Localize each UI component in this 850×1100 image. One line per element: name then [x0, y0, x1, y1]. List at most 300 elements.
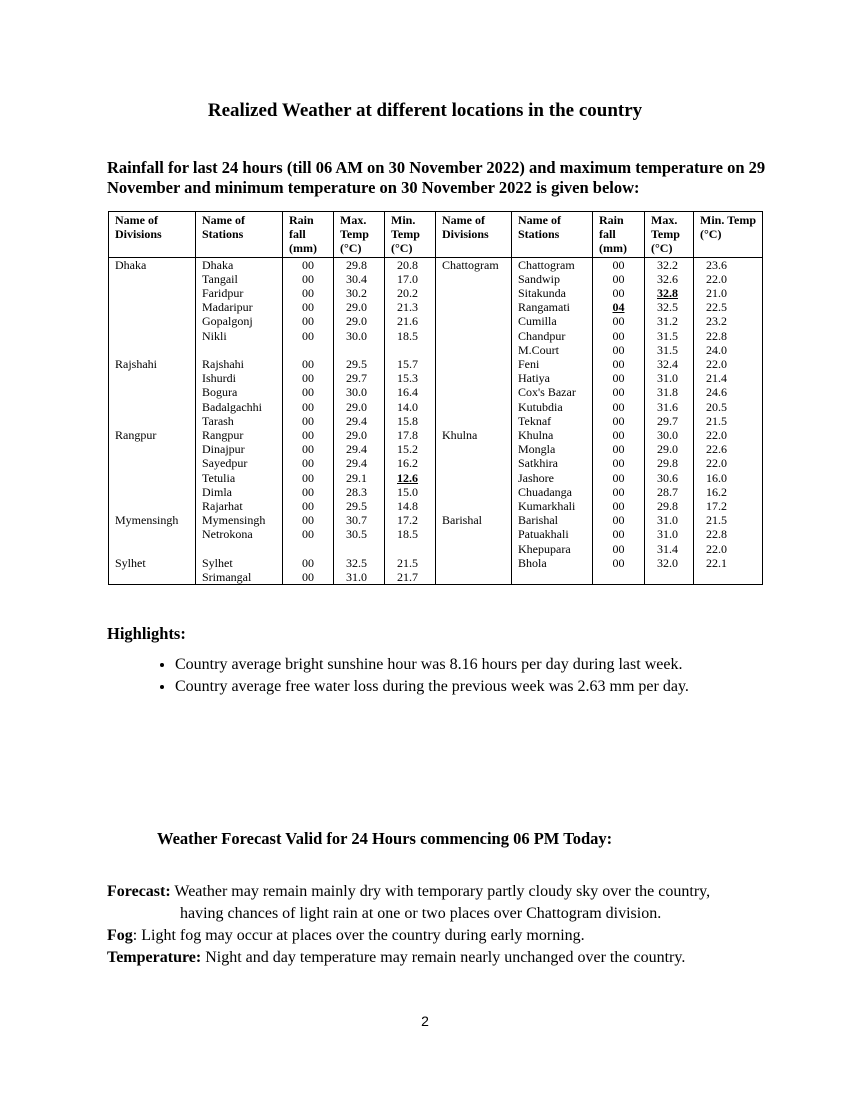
table-cell [334, 257, 385, 272]
table-cell [283, 257, 334, 272]
cell-text: 29.4 [346, 413, 367, 428]
table-cell [109, 542, 196, 556]
table-cell [593, 300, 645, 314]
table-cell [436, 570, 512, 585]
cell-text: 00 [612, 527, 625, 542]
table-cell [334, 527, 385, 541]
table-cell [385, 485, 436, 499]
cell-text: 32.0 [657, 555, 678, 570]
table-cell [283, 570, 334, 585]
cell-text: 00 [612, 555, 625, 570]
table-cell [283, 343, 334, 357]
cell-text: 00 [302, 399, 314, 414]
column-header: Name of Divisions [109, 212, 196, 258]
column-header: Max. Temp (°C) [645, 212, 694, 258]
table-cell [385, 570, 436, 585]
cell-text: 18.5 [397, 527, 418, 542]
cell-text: Badalgachhi [202, 399, 262, 414]
temperature-line [107, 947, 767, 969]
table-cell [512, 329, 593, 343]
cell-text: 18.5 [397, 328, 418, 343]
cell-text: 30.2 [346, 286, 367, 301]
table-cell [334, 371, 385, 385]
table-cell [196, 513, 283, 527]
cell-text: Madaripur [202, 300, 253, 315]
table-cell [109, 570, 196, 585]
list-item: • Country average free water loss during the previous week was 2.63 mm per day. [175, 676, 689, 698]
cell-text: Kumarkhali [518, 499, 576, 514]
table-cell [593, 428, 645, 442]
cell-text: 04 [612, 300, 625, 315]
table-cell [283, 385, 334, 399]
table-cell [109, 513, 196, 527]
table-cell [436, 371, 512, 385]
cell-text: 29.0 [346, 399, 367, 414]
table-cell [645, 442, 694, 456]
cell-text: 20.5 [706, 399, 727, 414]
table-cell [436, 400, 512, 414]
table-cell [283, 499, 334, 513]
table-row [109, 428, 763, 442]
table-cell [283, 556, 334, 570]
table-row [109, 499, 763, 513]
table-cell [645, 414, 694, 428]
cell-text: 29.7 [657, 413, 678, 428]
table-cell [334, 513, 385, 527]
table-cell [645, 257, 694, 272]
table-cell [512, 570, 593, 585]
cell-text: 00 [302, 385, 314, 400]
cell-text: Tarash [202, 413, 234, 428]
cell-text: 29.0 [346, 428, 367, 443]
table-cell [645, 385, 694, 399]
cell-text: Faridpur [202, 286, 244, 301]
table-cell [694, 471, 763, 485]
table-cell [109, 272, 196, 286]
table-cell [196, 456, 283, 470]
cell-text: 00 [302, 499, 314, 514]
cell-text: 30.5 [346, 527, 367, 542]
table-cell [283, 428, 334, 442]
table-cell [196, 499, 283, 513]
cell-text: Rangpur [115, 428, 157, 443]
table-cell [512, 499, 593, 513]
cell-text: Rajshahi [202, 357, 244, 372]
page-number: 2 [421, 1013, 429, 1029]
table-cell [109, 527, 196, 541]
cell-text: Dhaka [115, 257, 147, 272]
table-cell [512, 385, 593, 399]
cell-text: 21.5 [397, 555, 418, 570]
page-title: Realized Weather at different locations in the country [207, 100, 643, 121]
cell-text: Hatiya [518, 371, 550, 386]
table-cell [283, 485, 334, 499]
table-cell [385, 357, 436, 371]
table-cell [436, 556, 512, 570]
cell-text: 00 [612, 271, 625, 286]
table-cell [694, 456, 763, 470]
cell-text: 24.6 [706, 385, 727, 400]
cell-text: 15.8 [397, 413, 418, 428]
table-cell [283, 357, 334, 371]
cell-text: 00 [302, 271, 314, 286]
cell-text: 30.4 [346, 271, 367, 286]
table-cell [334, 400, 385, 414]
cell-text: 30.0 [346, 328, 367, 343]
cell-text: Nikli [202, 328, 227, 343]
table-cell [196, 343, 283, 357]
table-cell [109, 485, 196, 499]
table-row [109, 513, 763, 527]
table-cell [645, 471, 694, 485]
cell-text: 00 [302, 257, 314, 272]
table-row [109, 570, 763, 585]
table-cell [694, 527, 763, 541]
column-header: Min. Temp (°C) [385, 212, 436, 258]
table-cell [512, 286, 593, 300]
table-cell [334, 385, 385, 399]
table-row [109, 485, 763, 499]
table-cell [436, 272, 512, 286]
cell-text: Sylhet [202, 555, 233, 570]
cell-text: 00 [612, 385, 625, 400]
table-row [109, 556, 763, 570]
table-cell [645, 542, 694, 556]
column-header: Name of Stations [512, 212, 593, 258]
cell-text: 00 [612, 399, 625, 414]
table-cell [694, 371, 763, 385]
cell-text: Rajarhat [202, 499, 243, 514]
cell-text: 20.8 [397, 257, 418, 272]
table-cell [109, 428, 196, 442]
table-cell [694, 257, 763, 272]
table-cell [694, 442, 763, 456]
table-cell [645, 300, 694, 314]
table-cell [283, 414, 334, 428]
cell-text: 22.0 [706, 428, 727, 443]
forecast-label: Forecast: [107, 883, 171, 900]
table-cell [645, 570, 694, 585]
cell-text: 00 [612, 428, 625, 443]
table-cell [385, 499, 436, 513]
cell-text: 00 [302, 470, 314, 485]
cell-text: 28.7 [657, 484, 678, 499]
highlights-heading: Highlights: [107, 624, 186, 643]
cell-text: Rangpur [202, 428, 244, 443]
cell-text: Rajshahi [115, 357, 157, 372]
table-cell [694, 300, 763, 314]
table-cell [283, 272, 334, 286]
cell-text: Khulna [442, 428, 478, 443]
cell-text: 00 [612, 328, 625, 343]
cell-text: 00 [302, 371, 314, 386]
cell-text: 12.6 [397, 470, 418, 485]
cell-text: 22.6 [706, 442, 727, 457]
table-cell [334, 570, 385, 585]
table-cell [436, 471, 512, 485]
table-cell [334, 499, 385, 513]
table-cell [512, 471, 593, 485]
table-cell [436, 300, 512, 314]
table-cell [436, 456, 512, 470]
table-cell [694, 314, 763, 328]
table-cell [109, 257, 196, 272]
cell-text: 00 [302, 555, 314, 570]
table-cell [196, 357, 283, 371]
table-row [109, 385, 763, 399]
table-row [109, 414, 763, 428]
cell-text: Mymensingh [115, 513, 179, 528]
table-cell [512, 485, 593, 499]
cell-text: 31.2 [657, 314, 678, 329]
table-cell [109, 442, 196, 456]
table-cell [109, 456, 196, 470]
table-cell [334, 329, 385, 343]
table-cell [436, 385, 512, 399]
cell-text: 29.0 [346, 314, 367, 329]
cell-text: Sitakunda [518, 286, 566, 301]
cell-text: Mymensingh [202, 513, 266, 528]
cell-text: 29.1 [346, 470, 367, 485]
table-cell [593, 542, 645, 556]
cell-text: Netrokona [202, 527, 253, 542]
table-cell [196, 371, 283, 385]
table-row [109, 527, 763, 541]
table-cell [385, 329, 436, 343]
table-cell [196, 300, 283, 314]
table-cell [593, 485, 645, 499]
cell-text: 00 [612, 314, 625, 329]
cell-text: Chuadanga [518, 484, 572, 499]
table-cell [334, 471, 385, 485]
table-cell [593, 570, 645, 585]
table-cell [334, 414, 385, 428]
table-cell [512, 414, 593, 428]
cell-text: 14.8 [397, 499, 418, 514]
table-cell [385, 286, 436, 300]
table-cell [385, 300, 436, 314]
table-cell [593, 442, 645, 456]
table-cell [283, 442, 334, 456]
fog-label: Fog [107, 927, 133, 944]
forecast-heading: Weather Forecast Valid for 24 Hours commencing 06 PM Today: [157, 829, 613, 848]
table-cell [385, 513, 436, 527]
cell-text: 00 [612, 499, 625, 514]
table-cell [694, 400, 763, 414]
cell-text: 22.0 [706, 541, 727, 556]
table-cell [593, 400, 645, 414]
table-cell [694, 357, 763, 371]
table-cell [512, 442, 593, 456]
cell-text: 32.8 [657, 286, 678, 301]
table-cell [694, 385, 763, 399]
table-cell [109, 556, 196, 570]
cell-text: 29.0 [657, 442, 678, 457]
table-row [109, 300, 763, 314]
table-cell [283, 542, 334, 556]
cell-text: 22.0 [706, 271, 727, 286]
cell-text: 00 [302, 442, 314, 457]
cell-text: Khepupara [518, 541, 571, 556]
table-cell [196, 442, 283, 456]
table-cell [694, 499, 763, 513]
cell-text: 30.0 [657, 428, 678, 443]
cell-text: 00 [302, 570, 314, 585]
cell-text: 15.2 [397, 442, 418, 457]
cell-text: Ishurdi [202, 371, 236, 386]
cell-text: 15.0 [397, 484, 418, 499]
cell-text: 29.5 [346, 499, 367, 514]
table-cell [109, 314, 196, 328]
table-row [109, 442, 763, 456]
forecast-line [107, 881, 767, 903]
cell-text: 00 [612, 286, 625, 301]
cell-text: 16.2 [397, 456, 418, 471]
cell-text: 30.7 [346, 513, 367, 528]
table-cell [334, 428, 385, 442]
cell-text: 31.5 [657, 328, 678, 343]
table-cell [436, 414, 512, 428]
cell-text: Gopalgonj [202, 314, 253, 329]
table-cell [512, 257, 593, 272]
cell-text: Dinajpur [202, 442, 245, 457]
cell-text: 00 [302, 413, 314, 428]
table-cell [512, 272, 593, 286]
table-cell [334, 343, 385, 357]
table-cell [645, 527, 694, 541]
table-cell [645, 286, 694, 300]
table-cell [645, 499, 694, 513]
table-cell [436, 314, 512, 328]
cell-text: 00 [302, 357, 314, 372]
table-cell [593, 314, 645, 328]
cell-text: Jashore [518, 470, 554, 485]
table-row [109, 286, 763, 300]
fog-line [107, 925, 767, 947]
cell-text: Cox's Bazar [518, 385, 576, 400]
fog-text: : Light fog may occur at places over the country during early morning. [132, 927, 585, 944]
table-cell [593, 385, 645, 399]
table-cell [109, 286, 196, 300]
cell-text: 22.5 [706, 300, 727, 315]
cell-text: 32.5 [346, 555, 367, 570]
table-cell [109, 371, 196, 385]
weather-table [108, 211, 763, 585]
table-cell [196, 527, 283, 541]
table-cell [109, 385, 196, 399]
cell-text: 00 [302, 300, 314, 315]
cell-text: 32.5 [657, 300, 678, 315]
cell-text: 31.0 [346, 570, 367, 585]
table-cell [385, 456, 436, 470]
table-cell [283, 456, 334, 470]
table-cell [283, 329, 334, 343]
table-cell [645, 329, 694, 343]
table-row [109, 314, 763, 328]
cell-text: M.Court [518, 342, 560, 357]
table-cell [694, 513, 763, 527]
table-cell [593, 257, 645, 272]
table-cell [593, 556, 645, 570]
cell-text: 31.0 [657, 513, 678, 528]
cell-text: 22.1 [706, 555, 727, 570]
table-cell [436, 485, 512, 499]
table-cell [593, 272, 645, 286]
cell-text: Khulna [518, 428, 554, 443]
table-cell [645, 343, 694, 357]
table-cell [109, 329, 196, 343]
cell-text: 23.2 [706, 314, 727, 329]
cell-text: 22.0 [706, 357, 727, 372]
cell-text: 29.8 [657, 456, 678, 471]
cell-text: 31.5 [657, 342, 678, 357]
table-cell [196, 471, 283, 485]
table-cell [694, 428, 763, 442]
table-cell [109, 343, 196, 357]
table-cell [593, 414, 645, 428]
table-cell [385, 527, 436, 541]
table-cell [385, 371, 436, 385]
table-cell [436, 286, 512, 300]
table-cell [694, 570, 763, 585]
column-header: Rain fall (mm) [283, 212, 334, 258]
cell-text: Dhaka [202, 257, 234, 272]
cell-text: 31.8 [657, 385, 678, 400]
table-body [109, 257, 763, 585]
table-cell [512, 456, 593, 470]
table-cell [283, 286, 334, 300]
cell-text: Kutubdia [518, 399, 563, 414]
table-cell [283, 371, 334, 385]
cell-text: 00 [302, 428, 314, 443]
cell-text: 32.4 [657, 357, 678, 372]
table-cell [694, 542, 763, 556]
table-cell [109, 471, 196, 485]
table-cell [645, 400, 694, 414]
table-cell [512, 513, 593, 527]
table-cell [385, 542, 436, 556]
column-header: Rain fall (mm) [593, 212, 645, 258]
table-cell [334, 485, 385, 499]
table-cell [196, 385, 283, 399]
cell-text: 15.3 [397, 371, 418, 386]
cell-text: 21.5 [706, 513, 727, 528]
table-cell [109, 300, 196, 314]
cell-text: Bogura [202, 385, 238, 400]
table-cell [645, 428, 694, 442]
table-cell [334, 314, 385, 328]
table-cell [196, 570, 283, 585]
table-cell [436, 357, 512, 371]
cell-text: 16.2 [706, 484, 727, 499]
table-cell [593, 513, 645, 527]
table-cell [436, 527, 512, 541]
table-cell [334, 556, 385, 570]
cell-text: 00 [612, 357, 625, 372]
cell-text: 31.4 [657, 541, 678, 556]
table-cell [334, 357, 385, 371]
cell-text: 15.7 [397, 357, 418, 372]
cell-text: 00 [302, 286, 314, 301]
table-cell [196, 542, 283, 556]
table-cell [283, 314, 334, 328]
cell-text: 23.6 [706, 257, 727, 272]
table-row [109, 456, 763, 470]
cell-text: 24.0 [706, 342, 727, 357]
cell-text: 21.6 [397, 314, 418, 329]
table-cell [593, 357, 645, 371]
cell-text: 29.4 [346, 456, 367, 471]
